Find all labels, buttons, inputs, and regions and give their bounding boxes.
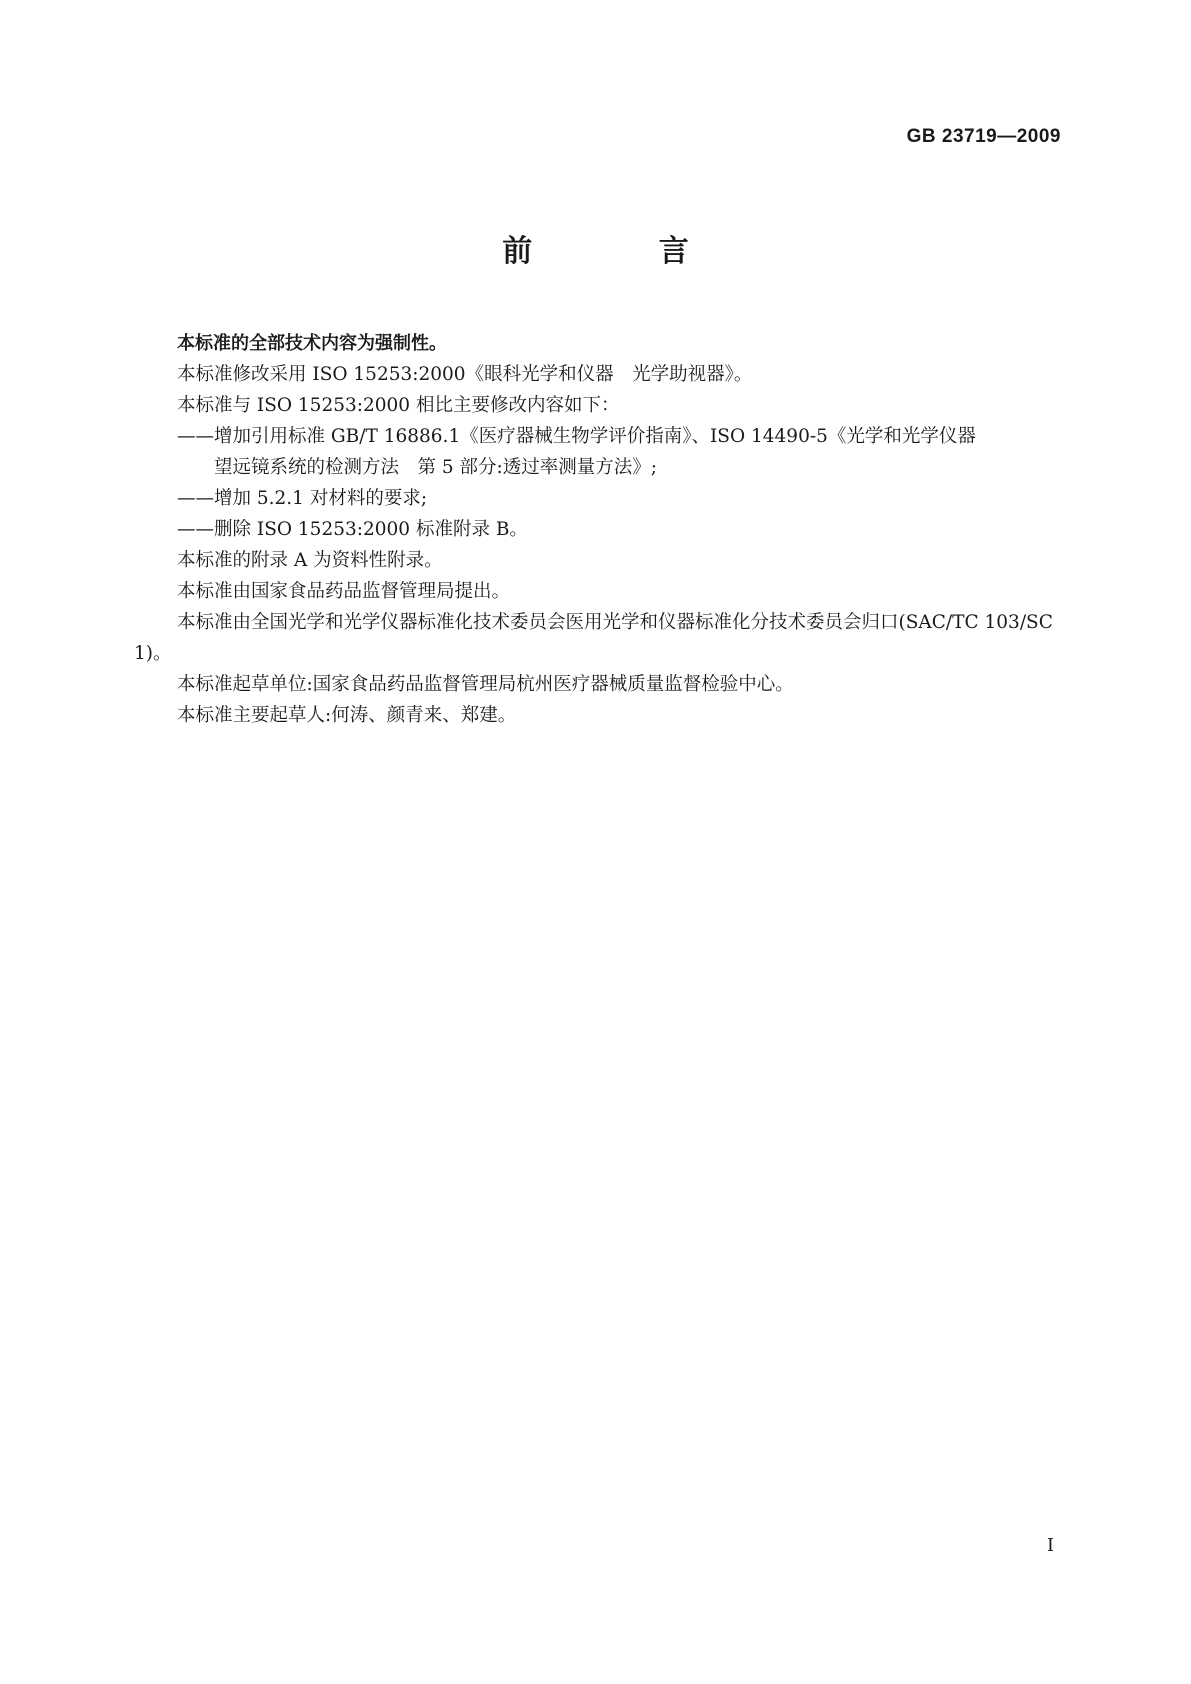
paragraph-changes-intro: 本标准与 ISO 15253:2000 相比主要修改内容如下： — [177, 395, 620, 416]
page-number: I — [1046, 1535, 1054, 1556]
paragraph-drafters: 本标准主要起草人:何涛、颜青来、郑建。 — [177, 705, 517, 726]
change-item-delete-annex: ——删除 ISO 15253:2000 标准附录 B。 — [177, 519, 528, 540]
page-title: 前 言 — [502, 234, 747, 269]
paragraph-drafting-unit: 本标准起草单位:国家食品药品监督管理局杭州医疗器械质量监督检验中心。 — [177, 674, 794, 695]
change-item-references-cont: 望远镜系统的检测方法 第 5 部分:透过率测量方法》; — [214, 457, 657, 478]
paragraph-proposer: 本标准由国家食品药品监督管理局提出。 — [177, 581, 511, 602]
standard-code: GB 23719—2009 — [906, 126, 1061, 147]
change-item-materials: ——增加 5.2.1 对材料的要求; — [177, 488, 428, 509]
paragraph-committee: 本标准由全国光学和光学仪器标准化技术委员会医用光学和仪器标准化分技术委员会归口(SAC/TC 103/SC 1)。 — [134, 612, 1053, 664]
foreword-body — [134, 328, 1062, 731]
paragraph-adoption: 本标准修改采用 ISO 15253:2000《眼科光学和仪器 光学助视器》。 — [177, 364, 753, 385]
paragraph-mandatory: 本标准的全部技术内容为强制性。 — [177, 333, 447, 354]
change-item-references: ——增加引用标准 GB/T 16886.1《医疗器械生物学评价指南》、ISO 14490-5《光学和光学仪器 — [177, 426, 976, 447]
paragraph-annex: 本标准的附录 A 为资料性附录。 — [177, 550, 443, 571]
